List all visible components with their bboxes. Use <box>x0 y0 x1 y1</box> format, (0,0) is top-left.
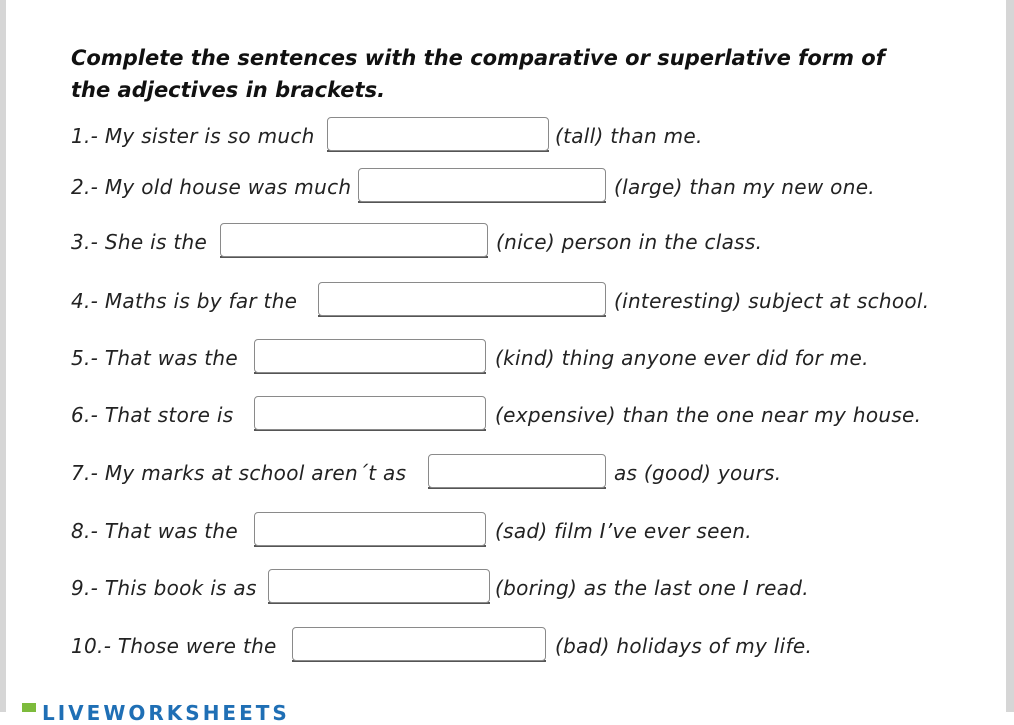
sentence-prefix: 10.- Those were the <box>71 634 277 658</box>
answer-input-9[interactable] <box>268 569 490 603</box>
sentence-prefix: 6.- That store is <box>71 403 234 427</box>
sentence-prefix: 4.- Maths is by far the <box>71 289 298 313</box>
sentence-suffix: (sad) film I’ve ever seen. <box>495 519 752 543</box>
answer-input-4[interactable] <box>318 282 606 316</box>
sentence-suffix: (boring) as the last one I read. <box>495 576 809 600</box>
sentence-suffix: (kind) thing anyone ever did for me. <box>495 346 869 370</box>
sentence-prefix: 2.- My old house was much <box>71 175 352 199</box>
sentence-prefix: 3.- She is the <box>71 230 208 254</box>
sentence-suffix: (interesting) subject at school. <box>614 289 930 313</box>
logo-text: LIVEWORKSHEETS <box>42 701 290 725</box>
liveworksheets-logo <box>22 701 290 725</box>
logo-mark-icon <box>22 703 36 712</box>
sentence-suffix: (tall) than me. <box>555 124 703 148</box>
answer-input-3[interactable] <box>220 223 488 257</box>
right-page-edge <box>1006 0 1014 712</box>
sentence-suffix: (expensive) than the one near my house. <box>495 403 922 427</box>
sentence-suffix: (bad) holidays of my life. <box>555 634 813 658</box>
answer-input-10[interactable] <box>292 627 546 661</box>
answer-input-6[interactable] <box>254 396 486 430</box>
worksheet-page <box>6 0 1006 712</box>
answer-input-7[interactable] <box>428 454 606 488</box>
sentence-prefix: 9.- This book is as <box>71 576 257 600</box>
sentence-suffix: as (good) yours. <box>614 461 782 485</box>
sentence-prefix: 5.- That was the <box>71 346 239 370</box>
sentence-prefix: 7.- My marks at school aren´t as <box>71 461 407 485</box>
sentence-suffix: (large) than my new one. <box>614 175 875 199</box>
instructions-heading: Complete the sentences with the comparative or superlative form of the adjectives in brackets. <box>71 46 885 102</box>
answer-input-8[interactable] <box>254 512 486 546</box>
sentence-prefix: 8.- That was the <box>71 519 239 543</box>
sentence-prefix: 1.- My sister is so much <box>71 124 315 148</box>
answer-input-2[interactable] <box>358 168 606 202</box>
sentence-suffix: (nice) person in the class. <box>496 230 763 254</box>
answer-input-5[interactable] <box>254 339 486 373</box>
answer-input-1[interactable] <box>327 117 549 151</box>
